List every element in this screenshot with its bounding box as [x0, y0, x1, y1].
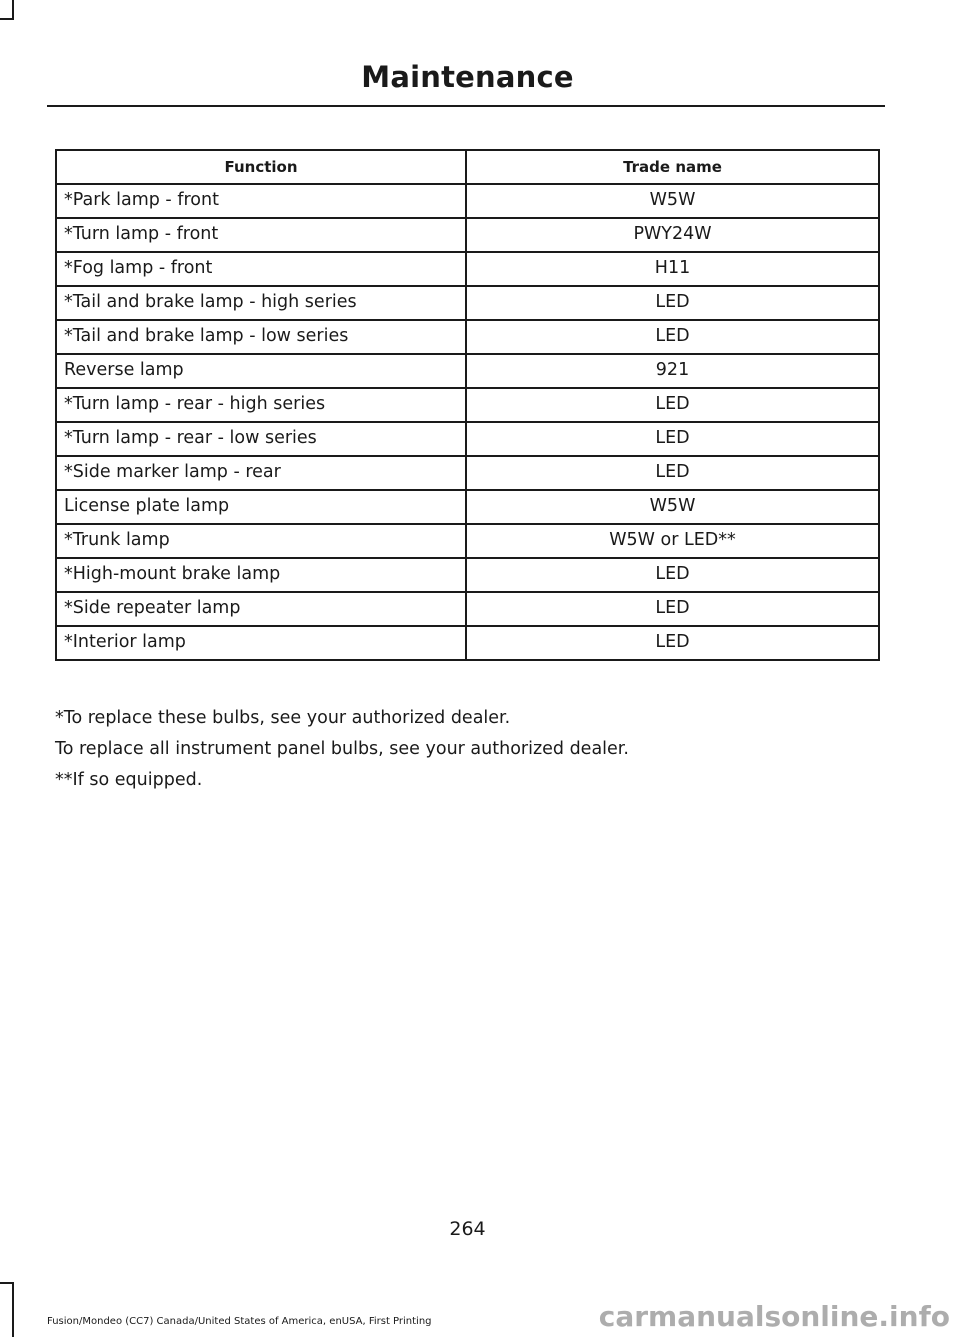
- table-header-row: [56, 150, 879, 184]
- crop-mark-top-left-horizontal: [0, 18, 14, 20]
- function-cell: *Turn lamp - rear - low series: [56, 422, 466, 456]
- table-row: [56, 524, 879, 558]
- trade-name-cell: LED: [466, 592, 879, 626]
- table-row: [56, 422, 879, 456]
- function-cell: *High-mount brake lamp: [56, 558, 466, 592]
- function-cell: *Turn lamp - front: [56, 218, 466, 252]
- function-cell: *Trunk lamp: [56, 524, 466, 558]
- column-header-function: Function: [56, 150, 466, 184]
- function-cell: *Tail and brake lamp - low series: [56, 320, 466, 354]
- trade-name-cell: W5W: [466, 184, 879, 218]
- table-row: [56, 252, 879, 286]
- trade-name-cell: LED: [466, 320, 879, 354]
- footnote-if-equipped: **If so equipped.: [55, 770, 203, 790]
- trade-name-cell: PWY24W: [466, 218, 879, 252]
- trade-name-cell: LED: [466, 558, 879, 592]
- page-number: 264: [449, 1218, 486, 1240]
- table-row: [56, 558, 879, 592]
- function-cell: Reverse lamp: [56, 354, 466, 388]
- table-row: [56, 184, 879, 218]
- title-divider: [47, 105, 885, 107]
- trade-name-cell: W5W or LED**: [466, 524, 879, 558]
- function-cell: *Side marker lamp - rear: [56, 456, 466, 490]
- function-cell: *Park lamp - front: [56, 184, 466, 218]
- trade-name-cell: W5W: [466, 490, 879, 524]
- crop-mark-bottom-left-vertical: [12, 1282, 14, 1337]
- footnote-dealer-bulbs: *To replace these bulbs, see your authorized dealer.: [55, 708, 511, 728]
- function-cell: *Interior lamp: [56, 626, 466, 660]
- trade-name-cell: LED: [466, 456, 879, 490]
- edition-footer: Fusion/Mondeo (CC7) Canada/United States of America, enUSA, First Printing: [47, 1316, 432, 1327]
- footnotes: [55, 703, 885, 796]
- table-row: [56, 388, 879, 422]
- trade-name-cell: 921: [466, 354, 879, 388]
- function-cell: *Side repeater lamp: [56, 592, 466, 626]
- function-cell: License plate lamp: [56, 490, 466, 524]
- crop-mark-bottom-left-horizontal: [0, 1282, 14, 1284]
- trade-name-cell: LED: [466, 422, 879, 456]
- function-cell: *Turn lamp - rear - high series: [56, 388, 466, 422]
- crop-mark-top-left-vertical: [12, 0, 14, 20]
- table-row: [56, 218, 879, 252]
- bulb-specification-table: [55, 149, 880, 661]
- table-row: [56, 320, 879, 354]
- trade-name-cell: LED: [466, 286, 879, 320]
- table-row: [56, 286, 879, 320]
- table-row: [56, 354, 879, 388]
- table-row: [56, 490, 879, 524]
- page-title: Maintenance: [361, 60, 574, 94]
- table-row: [56, 592, 879, 626]
- column-header-trade-name: Trade name: [466, 150, 879, 184]
- table-row: [56, 626, 879, 660]
- function-cell: *Tail and brake lamp - high series: [56, 286, 466, 320]
- trade-name-cell: LED: [466, 388, 879, 422]
- trade-name-cell: H11: [466, 252, 879, 286]
- watermark: carmanualsonline.info: [598, 1300, 950, 1333]
- footnote-instrument-panel: To replace all instrument panel bulbs, see your authorized dealer.: [55, 739, 629, 759]
- function-cell: *Fog lamp - front: [56, 252, 466, 286]
- trade-name-cell: LED: [466, 626, 879, 660]
- table-row: [56, 456, 879, 490]
